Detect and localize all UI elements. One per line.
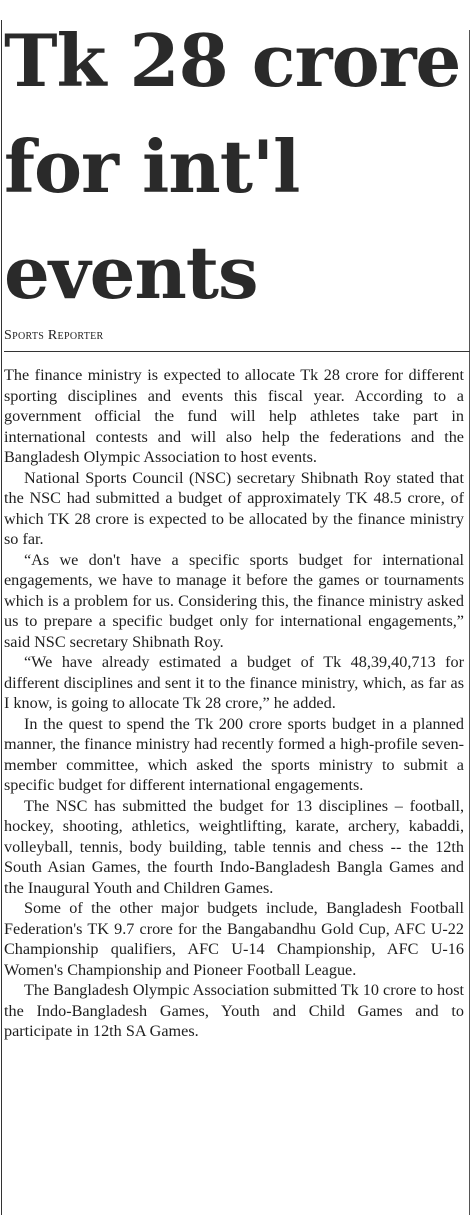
headline: Tk 28 crore for int'l events xyxy=(4,18,461,315)
paragraph-8: The Bangladesh Olympic Association submitted Tk 10 crore to host the Indo-Bangladesh Games, Youth and Child Games and to participate in 12th SA Games. xyxy=(4,981,464,1040)
byline-section xyxy=(4,328,470,352)
column-rule-left xyxy=(1,20,2,1215)
paragraph-1: The finance ministry is expected to allocate Tk 28 crore for different sporting disciplines and events this fiscal year. According to a government official the fund will help athletes take part in international contests and will also help the federations and the Bangladesh Olympic Association to host events. xyxy=(4,366,464,466)
paragraph-5: In the quest to spend the Tk 200 crore sports budget in a planned manner, the finance ministry had recently formed a high-profile seven-member committee, which asked the sports ministry to submit a specific budget for different international engagements. xyxy=(4,714,464,794)
paragraph-2: National Sports Council (NSC) secretary Shibnath Roy stated that the NSC had submitted a budget of approximately TK 48.5 crore, of which TK 28 crore is expected to be allocated by the finance ministry so far. xyxy=(4,468,464,548)
article-body xyxy=(4,365,464,1042)
paragraph-3: “As we don't have a specific sports budget for international engagements, we have to manage it before the games or tournaments which is a problem for us. Considering this, the finance ministry asked us to prepare a specific budget only for international engagements,” said NSC secretary Shibnath Roy. xyxy=(4,550,464,651)
paragraph-7: Some of the other major budgets include, Bangladesh Football Federation's TK 9.7 crore for the Bangabandhu Gold Cup, AFC U-22 Championship qualifiers, AFC U-14 Championship, AFC U-16 Women's Championship and Pioneer Football League. xyxy=(4,899,464,979)
paragraph-4: “We have already estimated a budget of Tk 48,39,40,713 for different disciplines and sent it to the finance ministry, which, as far as I know, is going to allocate Tk 28 crore,” he added. xyxy=(4,653,464,712)
column-rule-right xyxy=(469,30,470,1215)
news-article xyxy=(4,0,464,1040)
paragraph-6: The NSC has submitted the budget for 13 disciplines – football, hockey, shooting, athletics, weightlifting, karate, archery, kabaddi, volleyball, tennis, body building, table tennis and chess -- the 12th South Asian Games, the fourth Indo-Bangladesh Bangla Games and the Inaugural Youth and Children Games. xyxy=(4,796,464,897)
byline: Sports Reporter xyxy=(4,328,470,352)
